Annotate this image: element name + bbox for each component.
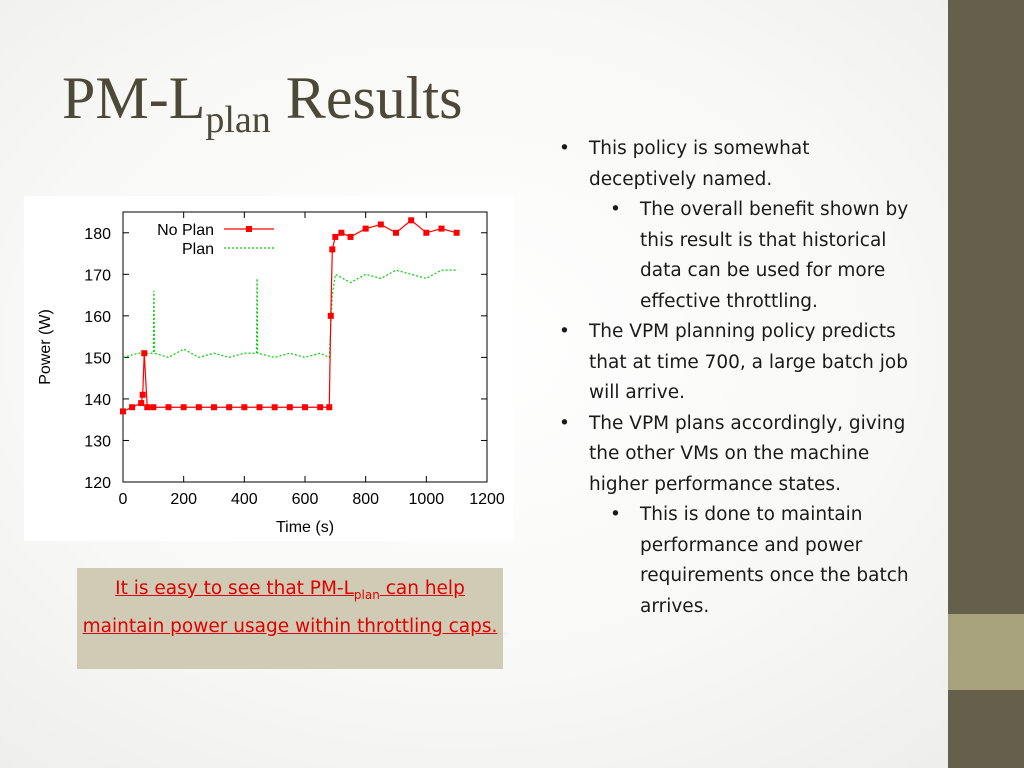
data-point-no-plan (423, 230, 429, 236)
legend-label-no-plan: No Plan (157, 222, 214, 239)
bullet-dot-icon: • (559, 321, 570, 342)
data-point-no-plan (393, 230, 399, 236)
bullet-dot-icon: • (559, 138, 570, 159)
title-tail: Results (270, 65, 463, 131)
callout-box (77, 568, 503, 669)
data-point-no-plan (287, 404, 293, 410)
data-point-no-plan (241, 404, 247, 410)
data-point-no-plan (329, 246, 335, 252)
y-tick-label: 120 (84, 475, 111, 492)
data-point-no-plan (138, 400, 144, 406)
data-point-no-plan (257, 404, 263, 410)
bullet-item (553, 409, 913, 501)
bullet-dot-icon: • (610, 504, 621, 525)
bullet-text: The overall benefit shown by this result is that historical data can be used for more effective throttling. (640, 199, 909, 312)
power-chart (24, 196, 514, 541)
bullet-text: The VPM plans accordingly, giving the other VMs on the machine higher performance states. (589, 412, 906, 495)
data-point-no-plan (328, 313, 334, 319)
data-point-no-plan (363, 226, 369, 232)
x-tick-label: 600 (291, 491, 319, 508)
data-point-no-plan (326, 404, 332, 410)
data-point-no-plan (439, 226, 445, 232)
data-point-no-plan (408, 217, 414, 223)
y-tick-label: 160 (84, 308, 111, 326)
plot-frame (123, 212, 487, 482)
bullet-list (553, 134, 913, 622)
data-point-no-plan (302, 404, 308, 410)
y-tick-label: 150 (84, 350, 111, 368)
x-tick-label: 1200 (469, 491, 505, 508)
data-point-no-plan (378, 221, 384, 227)
callout-subscript: plan (353, 588, 380, 602)
title-main: PM-L (62, 65, 206, 131)
series-line-no-plan (123, 220, 457, 411)
y-tick-label: 180 (84, 225, 111, 243)
data-point-no-plan (141, 350, 147, 356)
data-point-no-plan (338, 230, 344, 236)
bullet-dot-icon: • (559, 412, 570, 434)
data-point-no-plan (454, 230, 460, 236)
data-point-no-plan (211, 404, 217, 410)
data-point-no-plan (348, 234, 354, 240)
x-tick-label: 400 (230, 491, 258, 508)
bullet-dot-icon: • (610, 199, 621, 220)
data-point-no-plan (317, 404, 323, 410)
data-point-no-plan (272, 404, 278, 410)
sub-bullet-item (553, 500, 913, 622)
data-point-no-plan (226, 404, 232, 410)
data-point-no-plan (140, 392, 146, 398)
bullet-item (553, 134, 913, 195)
bullet-text: The VPM planning policy predicts that at time 700, a large batch job will arrive. (589, 321, 908, 403)
power-chart-svg (24, 196, 514, 541)
bullet-text: This policy is somewhat deceptively named. (589, 138, 810, 190)
data-point-no-plan (166, 404, 172, 410)
x-axis-label: Time (s) (275, 519, 335, 536)
data-point-no-plan (332, 234, 338, 240)
x-tick-label: 1000 (408, 491, 445, 508)
data-point-no-plan (181, 404, 187, 410)
y-tick-label: 170 (84, 267, 111, 285)
callout-text-part2: can help maintain power usage within throttling caps. (82, 578, 498, 637)
y-tick-label: 130 (84, 433, 111, 451)
x-tick-label: 800 (352, 491, 380, 508)
y-axis-label: Power (W) (37, 309, 54, 385)
series-line-plan (123, 270, 457, 357)
x-tick-label: 0 (118, 491, 128, 508)
x-tick-label: 200 (170, 491, 198, 508)
legend-marker-no-plan (246, 226, 252, 232)
data-point-no-plan (144, 404, 150, 410)
y-tick-label: 140 (84, 391, 111, 409)
slide-title (62, 58, 463, 160)
legend-label-plan: Plan (181, 241, 214, 258)
data-point-no-plan (150, 404, 156, 410)
data-point-no-plan (120, 408, 126, 414)
data-point-no-plan (129, 404, 135, 410)
side-accent-block (948, 614, 1024, 690)
sub-bullet-item (553, 195, 913, 317)
title-subscript: plan (205, 99, 271, 141)
bullet-text: This is done to maintain performance and power requirements once the batch arrives. (640, 504, 909, 617)
bullet-item (553, 317, 913, 409)
data-point-no-plan (196, 404, 202, 410)
callout-text-part1: It is easy to see that PM-L (115, 578, 354, 599)
callout-link[interactable] (77, 573, 503, 642)
